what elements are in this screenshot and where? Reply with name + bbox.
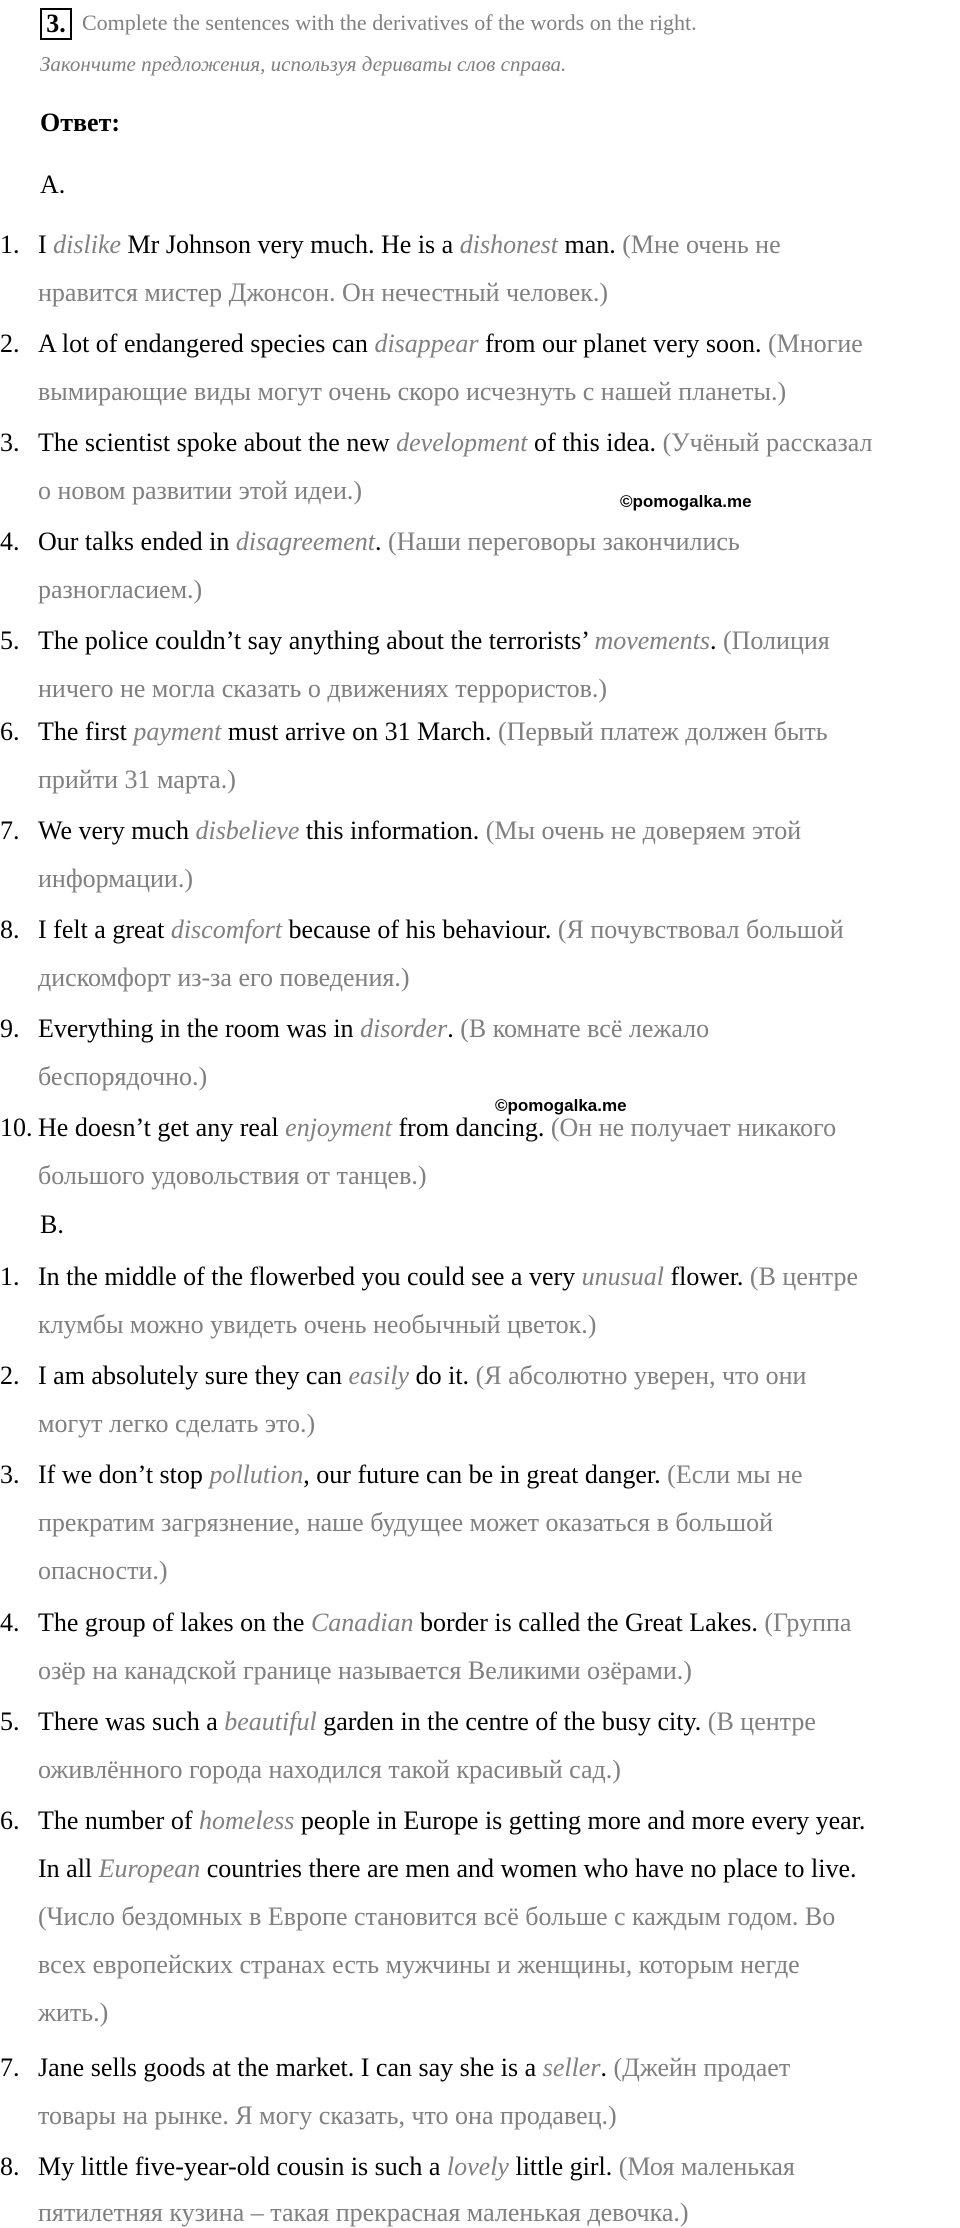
sentence-text: The scientist spoke about the new [38, 428, 397, 457]
translation-line: разногласием.) [38, 575, 203, 604]
answer-word: European [98, 1854, 201, 1883]
translation-line: большого удовольствия от танцев.) [38, 1161, 427, 1190]
answer-word: unusual [581, 1262, 664, 1291]
task-instruction: Complete the sentences with the derivatives of the words on the right. [82, 10, 697, 35]
item-line [38, 1806, 865, 1836]
item-number: 8. [0, 2152, 20, 2181]
translation-line: клумбы можно увидеть очень необычный цветок.) [38, 1310, 597, 1339]
translation-text: (В центре [701, 1707, 816, 1736]
translation-text: (Первый платеж должен быть [491, 717, 828, 746]
item-line [38, 1014, 709, 1044]
translation-line: прийти 31 марта.) [38, 765, 236, 794]
sentence-text: Jane sells goods at the market. I can say she is a [38, 2053, 543, 2082]
item-line [38, 1608, 851, 1638]
answer-word: beautiful [224, 1707, 317, 1736]
sentence-text: this information. [299, 816, 480, 845]
sentence-text: . [447, 1014, 454, 1043]
answer-word: seller [542, 2053, 601, 2082]
translation-text: (Учёный рассказал [656, 428, 873, 457]
translation-text: (В центре [743, 1262, 859, 1291]
sentence-text: Our talks ended in [38, 527, 236, 556]
answer-word: dishonest [459, 230, 558, 259]
sentence-text: of this idea. [527, 428, 657, 457]
translation-text: (Он не получает никакого [544, 1113, 837, 1142]
item-number: 1. [0, 1262, 20, 1291]
task-instruction-ru: Закончите предложения, используя дериваты слов справа. [40, 52, 567, 76]
item-line [38, 1707, 816, 1737]
item-line [38, 230, 781, 260]
translation-line: нравится мистер Джонсон. Он нечестный человек.) [38, 278, 609, 307]
answer-word: disorder [360, 1014, 448, 1043]
translation-line: оживлённого города находился такой красивый сад.) [38, 1755, 621, 1784]
item-number: 2. [0, 329, 20, 358]
sentence-text: He doesn’t get any real [38, 1113, 286, 1142]
answer-word: disagreement [235, 527, 375, 556]
item-number: 3. [0, 428, 20, 457]
sentence-text: I [38, 230, 54, 259]
item-number: 5. [0, 626, 20, 655]
item-line [38, 1460, 803, 1490]
translation-text: (В комнате всё лежало [453, 1014, 710, 1043]
item-number: 6. [0, 717, 20, 746]
item-number: 9. [0, 1014, 20, 1043]
item-number: 4. [0, 1608, 20, 1637]
item-number: 6. [0, 1806, 20, 1835]
translation-text: (Полиция [716, 626, 830, 655]
sentence-text: because of his behaviour. [282, 915, 552, 944]
sentence-text: I felt a great [38, 915, 171, 944]
item-number: 3. [0, 1460, 20, 1489]
answer-word: disbelieve [195, 816, 300, 845]
item-line [38, 2053, 790, 2083]
translation-text: (Если мы не [660, 1460, 803, 1489]
item-line [38, 626, 830, 656]
answer-title: Ответ: [40, 108, 121, 137]
item-number: 10. [0, 1113, 33, 1142]
sentence-text: . [709, 626, 717, 655]
item-line [38, 329, 863, 359]
translation-line: всех европейских странах есть мужчины и женщины, которым негде [38, 1950, 800, 1979]
task-number-box: 3. [40, 8, 72, 40]
translation-text: (Джейн продает [606, 2053, 791, 2082]
sentence-text: little girl. [508, 2152, 613, 2181]
answer-word: payment [133, 717, 222, 746]
translation-line: о новом развитии этой идеи.) [38, 476, 363, 505]
translation-text: (Группа [757, 1608, 852, 1637]
item-line [38, 717, 828, 747]
translation-text: (Многие [761, 329, 863, 358]
translation-line: пятилетняя кузина – такая прекрасная маленькая девочка.) [38, 2198, 689, 2227]
sentence-text: Everything in the room was in [38, 1014, 361, 1043]
item-number: 4. [0, 527, 20, 556]
answer-word: homeless [199, 1806, 295, 1835]
section-b-label: В. [40, 1210, 64, 1239]
sentence-text: The first [38, 717, 134, 746]
sentence-text: do it. [409, 1361, 470, 1390]
translation-line: вымирающие виды могут очень скоро исчезнуть с нашей планеты.) [38, 377, 787, 406]
sentence-text: from dancing. [392, 1113, 545, 1142]
item-line [38, 2152, 795, 2182]
answer-word: pollution [209, 1460, 304, 1489]
section-a-label: А. [40, 170, 66, 199]
item-number: 7. [0, 816, 20, 845]
translation-line: ничего не могла сказать о движениях террористов.) [38, 674, 608, 703]
sentence-text: The police couldn’t say anything about the terrorists’ [38, 626, 595, 655]
item-line [38, 915, 844, 945]
item-line [38, 816, 801, 846]
sentence-text: The number of [38, 1806, 200, 1835]
answer-word: lovely [446, 2152, 509, 2181]
sentence-text: . [374, 527, 382, 556]
answer-word: enjoyment [285, 1113, 392, 1142]
sentence-text: A lot of endangered species can [38, 329, 375, 358]
sentence-text: Mr Johnson very much. He is a [121, 230, 460, 259]
sentence-text: The group of lakes on the [38, 1608, 311, 1637]
item-number: 8. [0, 915, 20, 944]
translation-line: озёр на канадской границе называется Великими озёрами.) [38, 1656, 692, 1685]
item-line [38, 428, 872, 458]
translation-line: опасности.) [38, 1556, 168, 1585]
item-line [38, 527, 740, 557]
translation-text: (Мы очень не доверяем этой [479, 816, 802, 845]
item-line [38, 1361, 806, 1391]
sentence-text: My little five-year-old cousin is such a [38, 2152, 447, 2181]
translation-text: (Я почувствовал большой [551, 915, 844, 944]
item-line [38, 1262, 858, 1292]
answer-word: easily [348, 1361, 410, 1390]
translation-text: (Моя маленькая [612, 2152, 795, 2181]
translation-line: товары на рынке. Я могу сказать, что она продавец.) [38, 2101, 617, 2130]
translation-line: прекратим загрязнение, наше будущее может оказаться в большой [38, 1508, 774, 1537]
item-number: 2. [0, 1361, 20, 1390]
answer-word: Canadian [310, 1608, 414, 1637]
sentence-text: flower. [664, 1262, 744, 1291]
translation-line: информации.) [38, 864, 193, 893]
sentence-text: garden in the centre of the busy city. [316, 1707, 702, 1736]
translation-line: могут легко сделать это.) [38, 1409, 316, 1438]
translation-text: (Мне очень не [615, 230, 781, 259]
sentence-text: In the middle of the flowerbed you could see a very [38, 1262, 582, 1291]
answer-word: disappear [374, 329, 479, 358]
answer-word: dislike [53, 230, 122, 259]
translation-text: (Наши переговоры закончились [381, 527, 740, 556]
answer-word: movements [594, 626, 710, 655]
item-line [38, 1854, 857, 1884]
translation-line: (Число бездомных в Европе становится всё больше с каждым годом. Во [38, 1902, 836, 1931]
item-number: 1. [0, 230, 20, 259]
sentence-text: If we don’t stop [38, 1460, 210, 1489]
sentence-text: countries there are men and women who have no place to live. [200, 1854, 857, 1883]
sentence-text: There was such a [38, 1707, 225, 1736]
sentence-text: man. [557, 230, 616, 259]
sentence-text: In all [38, 1854, 99, 1883]
sentence-text: I am absolutely sure they can [38, 1361, 349, 1390]
sentence-text: people in Europe is getting more and more every year. [294, 1806, 866, 1835]
watermark: ©pomogalka.me [495, 1096, 627, 1115]
item-line [38, 1113, 836, 1143]
sentence-text: must arrive on 31 March. [221, 717, 492, 746]
translation-line: жить.) [38, 1998, 109, 2027]
translation-line: дискомфорт из-за его поведения.) [38, 963, 410, 992]
task-header [40, 6, 950, 42]
watermark: ©pomogalka.me [620, 492, 752, 511]
sentence-text: . [600, 2053, 607, 2082]
item-number: 5. [0, 1707, 20, 1736]
sentence-text: , our future can be in great danger. [303, 1460, 661, 1489]
translation-line: беспорядочно.) [38, 1062, 208, 1091]
sentence-text: border is called the Great Lakes. [413, 1608, 758, 1637]
item-number: 7. [0, 2053, 20, 2082]
answer-word: development [396, 428, 528, 457]
translation-text: (Я абсолютно уверен, что они [469, 1361, 807, 1390]
sentence-text: We very much [38, 816, 196, 845]
sentence-text: from our planet very soon. [478, 329, 762, 358]
answer-word: discomfort [170, 915, 283, 944]
